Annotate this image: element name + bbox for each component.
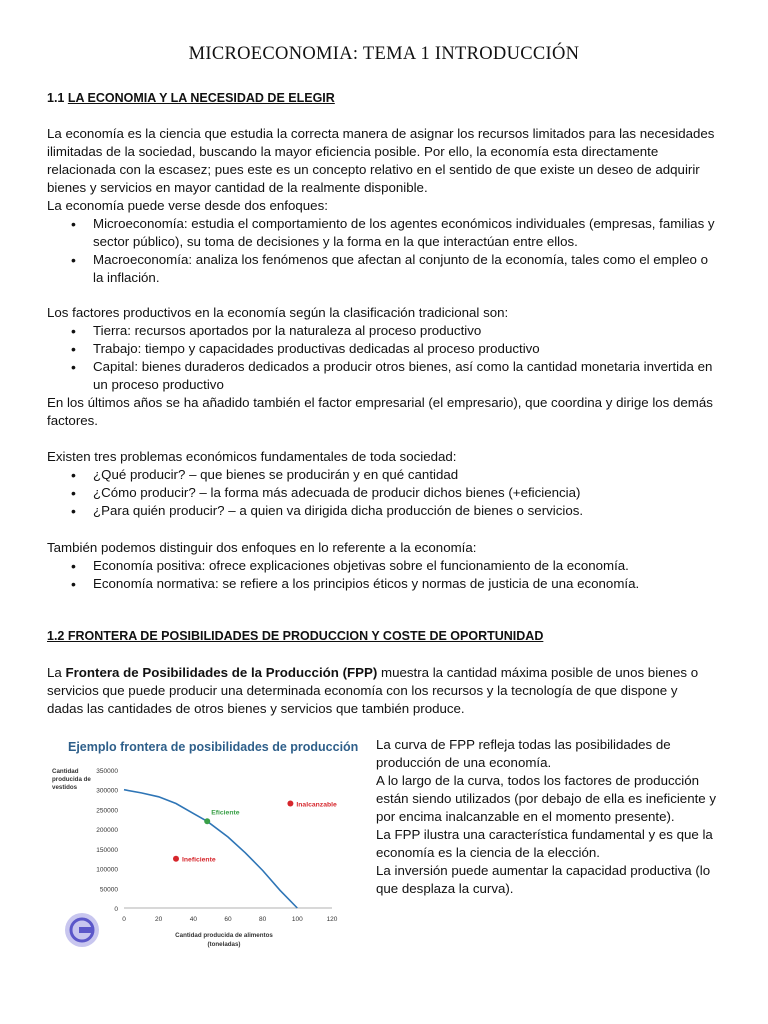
fpp-paragraph: La inversión puede aumentar la capacidad productiva (lo que desplaza la curva). [376, 863, 711, 896]
y-tick-label: 100000 [96, 866, 118, 874]
section-1-title: LA ECONOMIA Y LA NECESIDAD DE ELEGIR [67, 91, 335, 105]
list-item: • ¿Para quién producir? – a quien va dirigida dicha producción de bienes o servicios. [47, 502, 717, 520]
fpp-intro [47, 664, 717, 718]
chart-title: Ejemplo frontera de posibilidades de producción [68, 740, 359, 754]
x-axis-label: (toneladas) [207, 941, 241, 948]
list-item: • Microeconomía: estudia el comportamiento de los agentes económicos individuales (empresas, familias y sector público), su toma de decisiones y la forma en la que interactúan entre ellos. [47, 215, 717, 251]
factor-empresarial: En los últimos años se ha añadido también el factor empresarial (el empresario), que coordina y dirige los demás factores. [47, 395, 713, 428]
x-tick-label: 0 [122, 916, 126, 923]
x-tick-label: 120 [326, 916, 338, 923]
x-tick-label: 60 [224, 916, 232, 923]
list-item: • Economía normativa: se refiere a los principios éticos y normas de justicia de una economía. [47, 575, 717, 593]
y-tick-label: 250000 [96, 807, 118, 815]
fpp-paragraph: La FPP ilustra una característica fundamental y es que la economía es la ciencia de la elección. [376, 827, 713, 860]
problemas-list [47, 466, 717, 520]
point-ineficiente [173, 856, 179, 862]
fpp-explanation [376, 736, 731, 898]
y-tick-label: 300000 [96, 787, 118, 795]
list-item: • Economía positiva: ofrece explicaciones objetivas sobre el funcionamiento de la economía. [47, 557, 717, 575]
fpp-paragraph: A lo largo de la curva, todos los factores de producción están siendo utilizados (por debajo de ella es ineficiente y por encima inalcanzable en el momento presente). [376, 773, 717, 824]
x-tick-label: 80 [259, 916, 267, 923]
point-label: Ineficiente [182, 856, 216, 864]
x-tick-label: 40 [189, 916, 197, 923]
fpp-intro-pre: La [47, 665, 66, 680]
fpp-chart [40, 736, 360, 966]
y-tick-label: 50000 [99, 886, 118, 894]
tipos-list [47, 557, 717, 593]
x-axis-label: Cantidad producida de alimentos [175, 932, 273, 939]
economy-definition: La economía es la ciencia que estudia la correcta manera de asignar los recursos limitados para las necesidades ilimitadas de la sociedad, buscando la mayor eficiencia posible. Por ello, la economía esta directamente relacionada con la escasez; pues este es un concepto relativo en el sentido de que existe un deseo de adquirir bienes y servicios en mayor cantidad de la realmente disponible. [47, 126, 715, 195]
y-axis-label: Cantidad [52, 768, 79, 775]
tipos-intro: También podemos distinguir dos enfoques en lo referente a la economía: [47, 540, 477, 555]
fpp-intro-post: muestra la cantidad máxima posible de unos bienes o servicios que puede producir una determinada economía con los recursos y la tecnología de que dispone y dadas las cantidades de otros bienes y servicios que también produce. [47, 665, 699, 716]
factores-list [47, 322, 717, 394]
factores-intro: Los factores productivos en la economía según la clasificación tradicional son: [47, 305, 509, 320]
x-tick-label: 20 [155, 916, 163, 923]
point-inalcanzable [287, 801, 293, 807]
y-tick-label: 150000 [96, 846, 118, 854]
problemas-intro: Existen tres problemas económicos fundamentales de toda sociedad: [47, 449, 457, 464]
list-item: • ¿Cómo producir? – la forma más adecuada de producir dichos bienes (+eficiencia) [47, 484, 717, 502]
section-1-body [47, 125, 717, 287]
list-item: • Capital: bienes duraderos dedicados a producir otros bienes, así como la cantidad monetaria invertida en un proceso productivo [47, 358, 717, 394]
fpp-curve [124, 790, 297, 908]
page-title: MICROECONOMIA: TEMA 1 INTRODUCCIÓN [188, 44, 580, 64]
enfoques-intro: La economía puede verse desde dos enfoques: [47, 198, 328, 213]
y-tick-label: 350000 [96, 768, 118, 775]
factores-block [47, 304, 717, 430]
list-item: • Macroeconomía: analiza los fenómenos que afectan al conjunto de la economía, tales como el empleo o la inflación. [47, 251, 717, 287]
section-1-heading [47, 91, 335, 105]
fpp-term: Frontera de Posibilidades de la Producción (FPP) [65, 665, 378, 680]
list-item: • ¿Qué producir? – que bienes se producirán y en qué cantidad [47, 466, 717, 484]
problemas-block [47, 448, 717, 520]
list-item: • Tierra: recursos aportados por la naturaleza al proceso productivo [47, 322, 717, 340]
enfoques-list [47, 215, 717, 287]
fpp-chart-svg [40, 736, 360, 966]
point-label: Inalcanzable [296, 801, 337, 809]
logo-bar-icon [79, 927, 93, 933]
section-2-title: 1.2 FRONTERA DE POSIBILIDADES DE PRODUCCION Y COSTE DE OPORTUNIDAD [47, 629, 544, 643]
y-axis-label: vestidos [52, 784, 78, 791]
y-axis-label: producida de [52, 776, 91, 783]
section-2-heading [47, 629, 543, 643]
x-tick-label: 100 [291, 916, 303, 923]
y-tick-label: 0 [114, 906, 118, 913]
tipos-block [47, 539, 717, 593]
y-tick-label: 200000 [96, 827, 118, 835]
fpp-paragraph: La curva de FPP refleja todas las posibilidades de producción de una economía. [376, 737, 671, 770]
point-label: Eficiente [211, 809, 240, 817]
point-eficiente [204, 818, 210, 824]
list-item: • Trabajo: tiempo y capacidades productivas dedicadas al proceso productivo [47, 340, 717, 358]
fpp-definition [47, 664, 717, 718]
section-1-number: 1.1 [47, 91, 65, 105]
